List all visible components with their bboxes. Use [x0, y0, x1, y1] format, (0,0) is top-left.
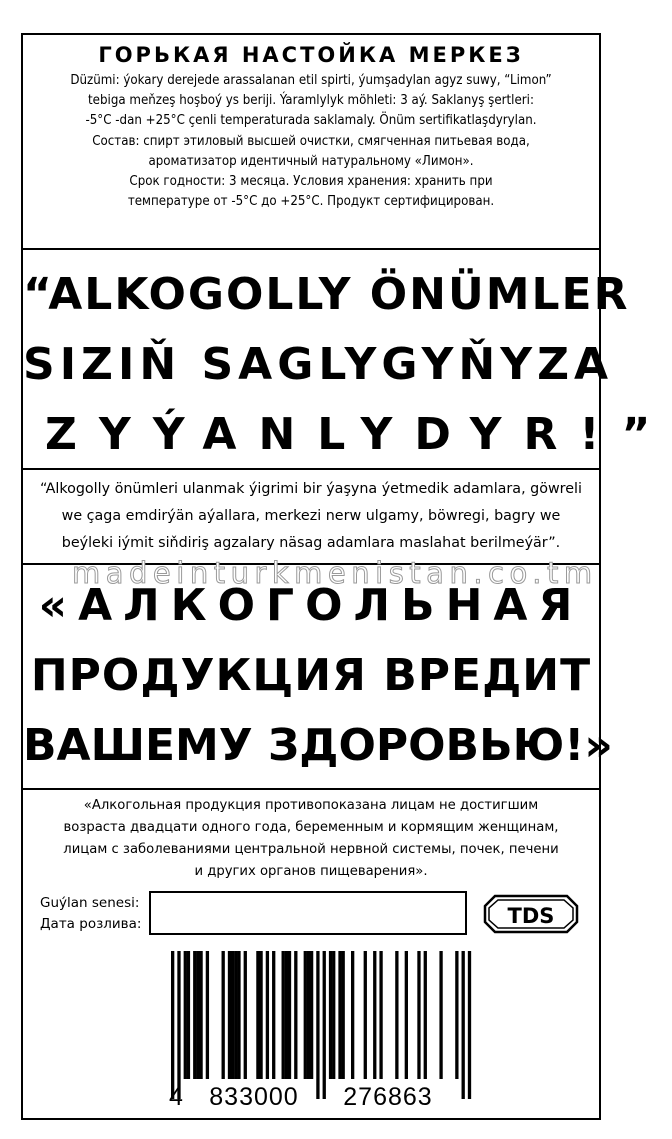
bottling-date-label: [40, 893, 141, 935]
headline-line: ВАШЕМУ ЗДОРОВЬЮ!»: [23, 720, 613, 771]
barcode-bar: [177, 951, 180, 1099]
detail-line: «Алкогольная продукция противопоказана лицам не достигшим: [83, 798, 539, 813]
barcode-bar: [244, 951, 247, 1079]
barcode-bar: [285, 951, 288, 1079]
barcode-left-digits: 833000: [209, 1083, 299, 1111]
composition-line: -5°C -dan +25°C çenli temperaturada saklamaly. Önüm sertifikatlaşdyrylan.: [85, 113, 537, 129]
barcode-bar: [373, 951, 376, 1079]
detail-line: “Alkogolly önümleri ulanmak ýigrimi bir ýaşyna ýetmedik adamlara, göwreli: [40, 481, 582, 497]
barcode-bar: [338, 951, 341, 1079]
barcode-bar: [294, 951, 297, 1079]
barcode-bar: [310, 951, 313, 1079]
barcode-bar: [351, 951, 354, 1079]
headline-line: «АЛКОГОЛЬНАЯ: [38, 580, 584, 631]
barcode-bar: [424, 951, 427, 1079]
barcode-bar: [196, 951, 199, 1079]
barcode-bar: [455, 951, 458, 1079]
barcode-bar: [206, 951, 209, 1079]
barcode-bar: [417, 951, 420, 1079]
composition-section: [23, 35, 599, 250]
barcode-right-digits: 276863: [343, 1083, 433, 1111]
composition-text: [23, 71, 599, 212]
composition-line: Düzümi: ýokary derejede arassalanan etil spirti, ýumşadylan agyz suwy, “Limon”: [70, 73, 552, 88]
logo-text: TDS: [507, 904, 555, 928]
composition-line: Состав: спирт этиловый высшей очистки, смягченная питьевая вода,: [92, 133, 530, 149]
barcode-bar: [468, 951, 471, 1099]
barcode-bar: [171, 951, 174, 1099]
warning-headline-tm: [23, 250, 672, 470]
detail-line: лицам с заболеваниями центральной нервной системы, почек, печени: [63, 842, 559, 857]
barcode-bar: [256, 951, 259, 1079]
composition-line: ароматизатор идентичный натуральному «Лимон».: [148, 153, 474, 169]
barcode-bar: [231, 951, 234, 1079]
barcode-bar: [342, 951, 345, 1079]
barcode-bar: [364, 951, 367, 1079]
barcode-bar: [405, 951, 408, 1079]
barcode-bar: [304, 951, 307, 1079]
headline-line: ZYÝANLYDYR!”: [45, 409, 672, 460]
composition-line: tebiga meňzeş hoşboý ys beriji. Ýaramlylyk möhleti: 3 aý. Saklanyş şertleri:: [88, 93, 534, 109]
barcode-bar: [193, 951, 196, 1079]
headline-ru: [23, 571, 613, 781]
bottling-label-ru: Дата розлива:: [40, 916, 142, 932]
barcode-bar: [332, 951, 335, 1079]
barcode-bar: [228, 951, 231, 1079]
barcode-bar: [187, 951, 190, 1079]
barcode-bar: [316, 951, 319, 1099]
barcode-bar: [307, 951, 310, 1079]
watermark: madeinturkmenistan.co.tm: [72, 556, 598, 590]
composition-line: температуре от -5°C до +25°C. Продукт сертифицирован.: [127, 194, 495, 210]
barcode-bar: [259, 951, 262, 1079]
detail-line: возраста двадцати одного года, беременным и кормящим женщинам,: [63, 820, 559, 835]
barcode-bar: [288, 951, 291, 1079]
tds-logo: [481, 892, 581, 936]
bottom-section: [23, 790, 599, 1122]
detail-ru: [23, 795, 599, 883]
bottling-label-tm: Guýlan senesi:: [40, 895, 140, 911]
barcode-bar: [282, 951, 285, 1079]
barcode-bar: [272, 951, 275, 1079]
detail-line: и других органов пищеварения».: [194, 864, 428, 879]
barcode-bar: [199, 951, 202, 1079]
barcode-bar: [329, 951, 332, 1079]
headline-line: SIZIŇ SAGLYGYŇYZA: [23, 339, 614, 390]
bottling-date-box: [149, 891, 467, 935]
barcode-bar: [439, 951, 442, 1079]
detail-line: beýleki iýmit siňdiriş agzalary näsag adamlara maslahat berilmeýär”.: [61, 535, 561, 551]
warning-detail-tm: [23, 470, 599, 565]
composition-line: Срок годности: 3 месяца. Условия хранения: хранить при: [129, 174, 493, 190]
barcode-bar: [323, 951, 326, 1099]
barcode: [171, 951, 471, 1111]
barcode-lead-digit: 4: [169, 1083, 183, 1111]
barcode-bar: [237, 951, 240, 1079]
product-label: [21, 33, 672, 1120]
detail-tm: [23, 476, 599, 557]
barcode-bar: [266, 951, 269, 1079]
barcode-bar: [379, 951, 382, 1079]
barcode-bar: [184, 951, 187, 1079]
barcode-bar: [395, 951, 398, 1079]
detail-line: we çaga emdirýän aýallara, merkezi nerw ulgamy, böwregi, bagry we: [61, 508, 561, 524]
barcode-bar: [222, 951, 225, 1079]
headline-tm: [23, 260, 672, 470]
product-title: ГОРЬКАЯ НАСТОЙКА МЕРКЕЗ: [98, 43, 524, 67]
headline-line: ПРОДУКЦИЯ ВРЕДИТ: [30, 650, 592, 701]
warning-headline-ru: [23, 565, 613, 790]
barcode-bars: [171, 951, 471, 1099]
barcode-bar: [462, 951, 465, 1099]
headline-line: “ALKOGOLLY ÖNÜMLER: [23, 269, 630, 320]
barcode-bar: [234, 951, 237, 1079]
